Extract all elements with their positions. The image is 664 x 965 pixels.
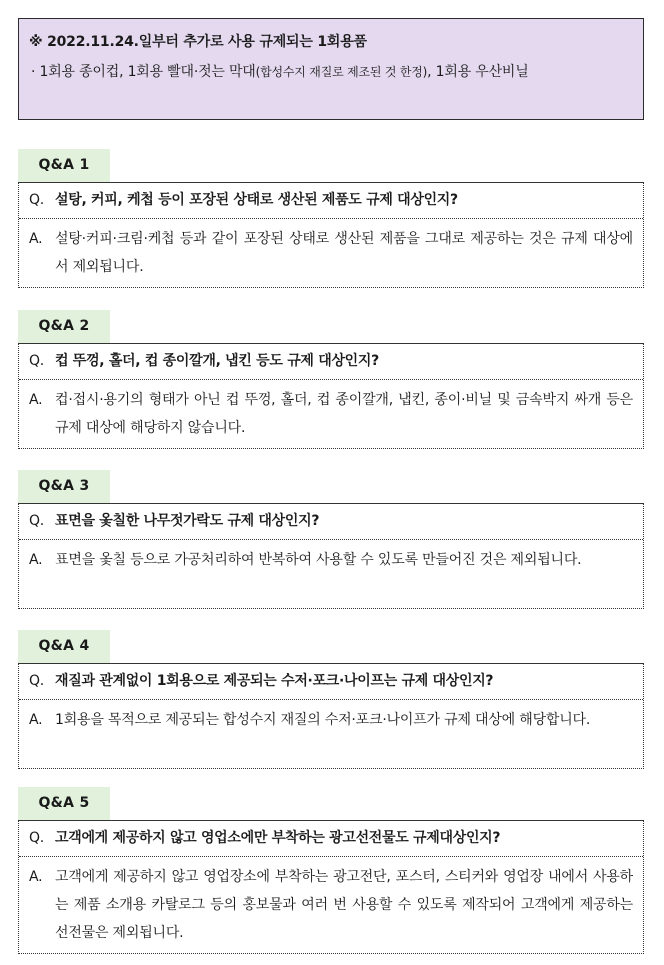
qa-box-3 bbox=[18, 503, 644, 609]
notice-title: ※ 2022.11.24.일부터 추가로 사용 규제되는 1회용품 bbox=[29, 34, 367, 50]
answer-row-1 bbox=[19, 219, 643, 281]
notice-items-rest: , 1회용 우산비닐 bbox=[427, 64, 529, 80]
qa-box-5 bbox=[18, 820, 644, 954]
answer-text-4: 1회용을 목적으로 제공되는 합성수지 재질의 수저·포크·나이프가 규제 대상에 해당합니다. bbox=[55, 712, 591, 728]
qa-label-4: Q&A 4 bbox=[18, 630, 110, 663]
question-prefix: Q. bbox=[29, 353, 44, 369]
question-row-1 bbox=[19, 183, 643, 219]
question-text-3: 표면을 옻칠한 나무젓가락도 규제 대상인지? bbox=[55, 513, 320, 529]
notice-body bbox=[29, 59, 633, 85]
qa-box-4 bbox=[18, 663, 644, 769]
qa-label-5: Q&A 5 bbox=[18, 787, 110, 820]
answer-text-3: 표면을 옻칠 등으로 가공처리하여 반복하여 사용할 수 있도록 만들어진 것은 제외됩니다. bbox=[55, 552, 582, 568]
notice-box bbox=[18, 18, 644, 120]
answer-row-2 bbox=[19, 380, 643, 442]
question-prefix: Q. bbox=[29, 513, 44, 529]
question-prefix: Q. bbox=[29, 830, 44, 846]
question-prefix: Q. bbox=[29, 673, 44, 689]
qa-label-3: Q&A 3 bbox=[18, 470, 110, 503]
answer-row-3 bbox=[19, 540, 643, 574]
answer-prefix: A. bbox=[29, 231, 43, 247]
answer-text-1: 설탕·커피·크림·케첩 등과 같이 포장된 상태로 생산된 제품을 그대로 제공하는 것은 규제 대상에서 제외됩니다. bbox=[55, 231, 633, 275]
qa-box-2 bbox=[18, 343, 644, 449]
answer-prefix: A. bbox=[29, 712, 43, 728]
question-row-4 bbox=[19, 664, 643, 700]
answer-text-5: 고객에게 제공하지 않고 영업장소에 부착하는 광고전단, 포스터, 스티커와 영업장 내에서 사용하는 제품 소개용 카탈로그 등의 홍보물과 여러 번 사용할 수 있도록 제작되어 고객에게 제공하는 선전물은 제외됩니다. bbox=[55, 869, 633, 941]
qa-label-1: Q&A 1 bbox=[18, 149, 110, 182]
answer-row-5 bbox=[19, 857, 643, 947]
question-text-1: 설탕, 커피, 케첩 등이 포장된 상태로 생산된 제품도 규제 대상인지? bbox=[55, 192, 458, 208]
question-text-5: 고객에게 제공하지 않고 영업소에만 부착하는 광고선전물도 규제대상인지? bbox=[55, 830, 501, 846]
notice-items: · 1회용 종이컵, 1회용 빨대·젓는 막대 bbox=[31, 64, 256, 80]
question-prefix: Q. bbox=[29, 192, 44, 208]
question-row-5 bbox=[19, 821, 643, 857]
answer-prefix: A. bbox=[29, 392, 43, 408]
question-text-4: 재질과 관계없이 1회용으로 제공되는 수저·포크·나이프는 규제 대상인지? bbox=[55, 673, 494, 689]
qa-label-2: Q&A 2 bbox=[18, 310, 110, 343]
answer-row-4 bbox=[19, 700, 643, 734]
question-row-2 bbox=[19, 344, 643, 380]
question-row-3 bbox=[19, 504, 643, 540]
answer-prefix: A. bbox=[29, 552, 43, 568]
answer-prefix: A. bbox=[29, 869, 43, 885]
question-text-2: 컵 뚜껑, 홀더, 컵 종이깔개, 냅킨 등도 규제 대상인지? bbox=[55, 353, 379, 369]
answer-text-2: 컵·접시·용기의 형태가 아닌 컵 뚜껑, 홀더, 컵 종이깔개, 냅킨, 종이·비닐 및 금속박지 싸개 등은 규제 대상에 해당하지 않습니다. bbox=[55, 392, 633, 436]
qa-box-1 bbox=[18, 182, 644, 288]
notice-note: (합성수지 재질로 제조된 것 한정) bbox=[255, 65, 428, 79]
